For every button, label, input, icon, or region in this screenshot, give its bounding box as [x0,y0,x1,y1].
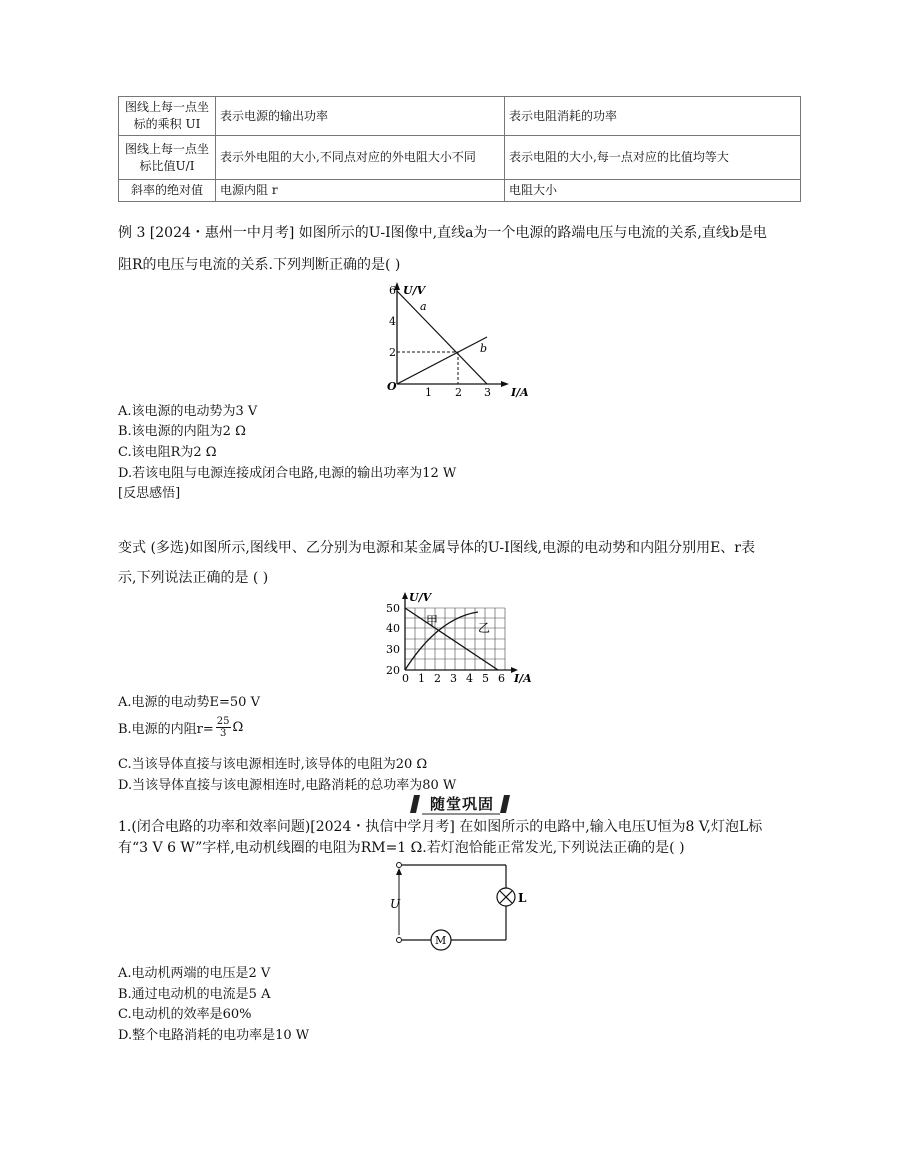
q1-option-a: A.电动机两端的电压是2 V [118,966,271,981]
x-tick-label: 3 [450,672,457,685]
x-tick-label: 3 [484,386,491,399]
variant-stem-line1: 变式 (多选)如图所示,图线甲、乙分别为电源和某金属导体的U-I图线,电源的电动势和内阻分别用E、r表 [118,540,755,556]
table-row [119,180,801,202]
y-axis-label: U/V [403,284,426,297]
lamp-icon [497,888,515,906]
x-tick-label: 1 [425,386,432,399]
y-axis-label: U/V [409,591,432,604]
y-tick-label: 6 [389,284,396,297]
y-tick-label: 30 [386,643,400,656]
option-b: B.该电源的内阻为2 Ω [118,424,246,439]
x-tick-label: 2 [434,672,441,685]
jia-label: 甲 [426,614,439,628]
table-row [119,97,801,136]
yi-label: 乙 [478,621,491,635]
comparison-table [118,96,801,202]
terminal-bottom [397,938,402,943]
section-title: 随堂巩固 [429,795,494,813]
table-cell: 表示电源的输出功率 [216,97,505,136]
q1-stem-line2: 有“3 V 6 W”字样,电动机线圈的电阻为RM=1 Ω.若灯泡恰能正常发光,下列说法正确的是( ) [118,840,685,856]
q1-option-d: D.整个电路消耗的电功率是10 W [118,1028,310,1043]
curve-yi [405,612,478,670]
table-cell: 图线上每一点坐标比值U/I [119,136,216,180]
line-b-label: b [480,342,488,355]
q1-stem-line1: 1.(闭合电路的功率和效率问题)[2024・执信中学月考] 在如图所示的电路中,输入电压U恒为8 V,灯泡L标 [118,819,763,835]
y-axis-arrow [402,592,408,599]
table-cell: 表示电阻的大小,每一点对应的比值均等大 [505,136,801,180]
option-d: D.若该电阻与电源连接成闭合电路,电源的输出功率为12 W [118,466,457,481]
voltage-label: U [390,897,401,911]
example3-stem-line2: 阻R的电压与电流的关系.下列判断正确的是( ) [118,257,401,273]
table-cell: 图线上每一点坐标的乘积 UI [119,97,216,136]
q1-option-b: B.通过电动机的电流是5 A [118,987,271,1002]
fraction-numerator: 25 [216,716,230,727]
table-cell: 表示外电阻的大小,不同点对应的外电阻大小不同 [216,136,505,180]
y-tick-label: 4 [389,315,396,328]
variant-option-d: D.当该导体直接与该电源相连时,电路消耗的总功率为80 W [118,778,457,793]
x-tick-label: 4 [466,672,473,685]
ui-graph-variant [378,590,538,688]
lamp-label: L [518,891,527,905]
ui-graph-example3 [375,280,545,400]
table-cell: 电阻大小 [505,180,801,202]
motor-label: M [435,934,447,947]
q1-option-c: C.电动机的效率是60% [118,1007,252,1022]
x-axis-arrow [501,381,509,387]
option-c: C.该电阻R为2 Ω [118,445,217,460]
variant-option-c: C.当该导体直接与该电源相连时,该导体的电阻为20 Ω [118,757,428,772]
variant-option-a: A.电源的电动势E=50 V [118,695,260,710]
x-tick-label: 1 [418,672,425,685]
line-a [397,291,487,384]
table-cell: 表示电阻消耗的功率 [505,97,801,136]
reflection-label: [反思感悟] [118,486,181,501]
circuit-diagram [388,858,538,954]
x-tick-label: 5 [482,672,489,685]
option-a: A.该电源的电动势为3 V [118,404,258,419]
fraction [216,716,231,739]
voltage-arrow-head [396,868,402,875]
option-b-unit: Ω [232,720,244,735]
table-row [119,136,801,180]
y-tick-label: 2 [389,346,396,359]
terminal-top [397,863,402,868]
y-tick-label: 20 [386,664,400,677]
x-axis-label: I/A [511,386,529,399]
line-b [397,337,487,384]
option-b-prefix: B.电源的内阻r= [118,722,214,737]
origin-label: O [387,380,397,393]
x-tick-label: 6 [498,672,505,685]
y-tick-label: 50 [386,602,400,615]
x-axis-label: I/A [514,672,532,685]
variant-option-b [118,716,243,739]
x-tick-label: 0 [402,672,409,685]
section-banner [410,793,514,815]
table-cell: 电源内阻 r [216,180,505,202]
example3-stem-line1: 例 3 [2024・惠州一中月考] 如图所示的U-I图像中,直线a为一个电源的路端电压与电流的关系,直线b是电 [118,225,767,241]
table-cell: 斜率的绝对值 [119,180,216,202]
x-tick-label: 2 [455,386,462,399]
line-a-label: a [420,300,427,313]
fraction-denominator: 3 [219,728,227,739]
variant-stem-line2: 示,下列说法正确的是 ( ) [118,570,269,586]
y-tick-label: 40 [386,622,400,635]
